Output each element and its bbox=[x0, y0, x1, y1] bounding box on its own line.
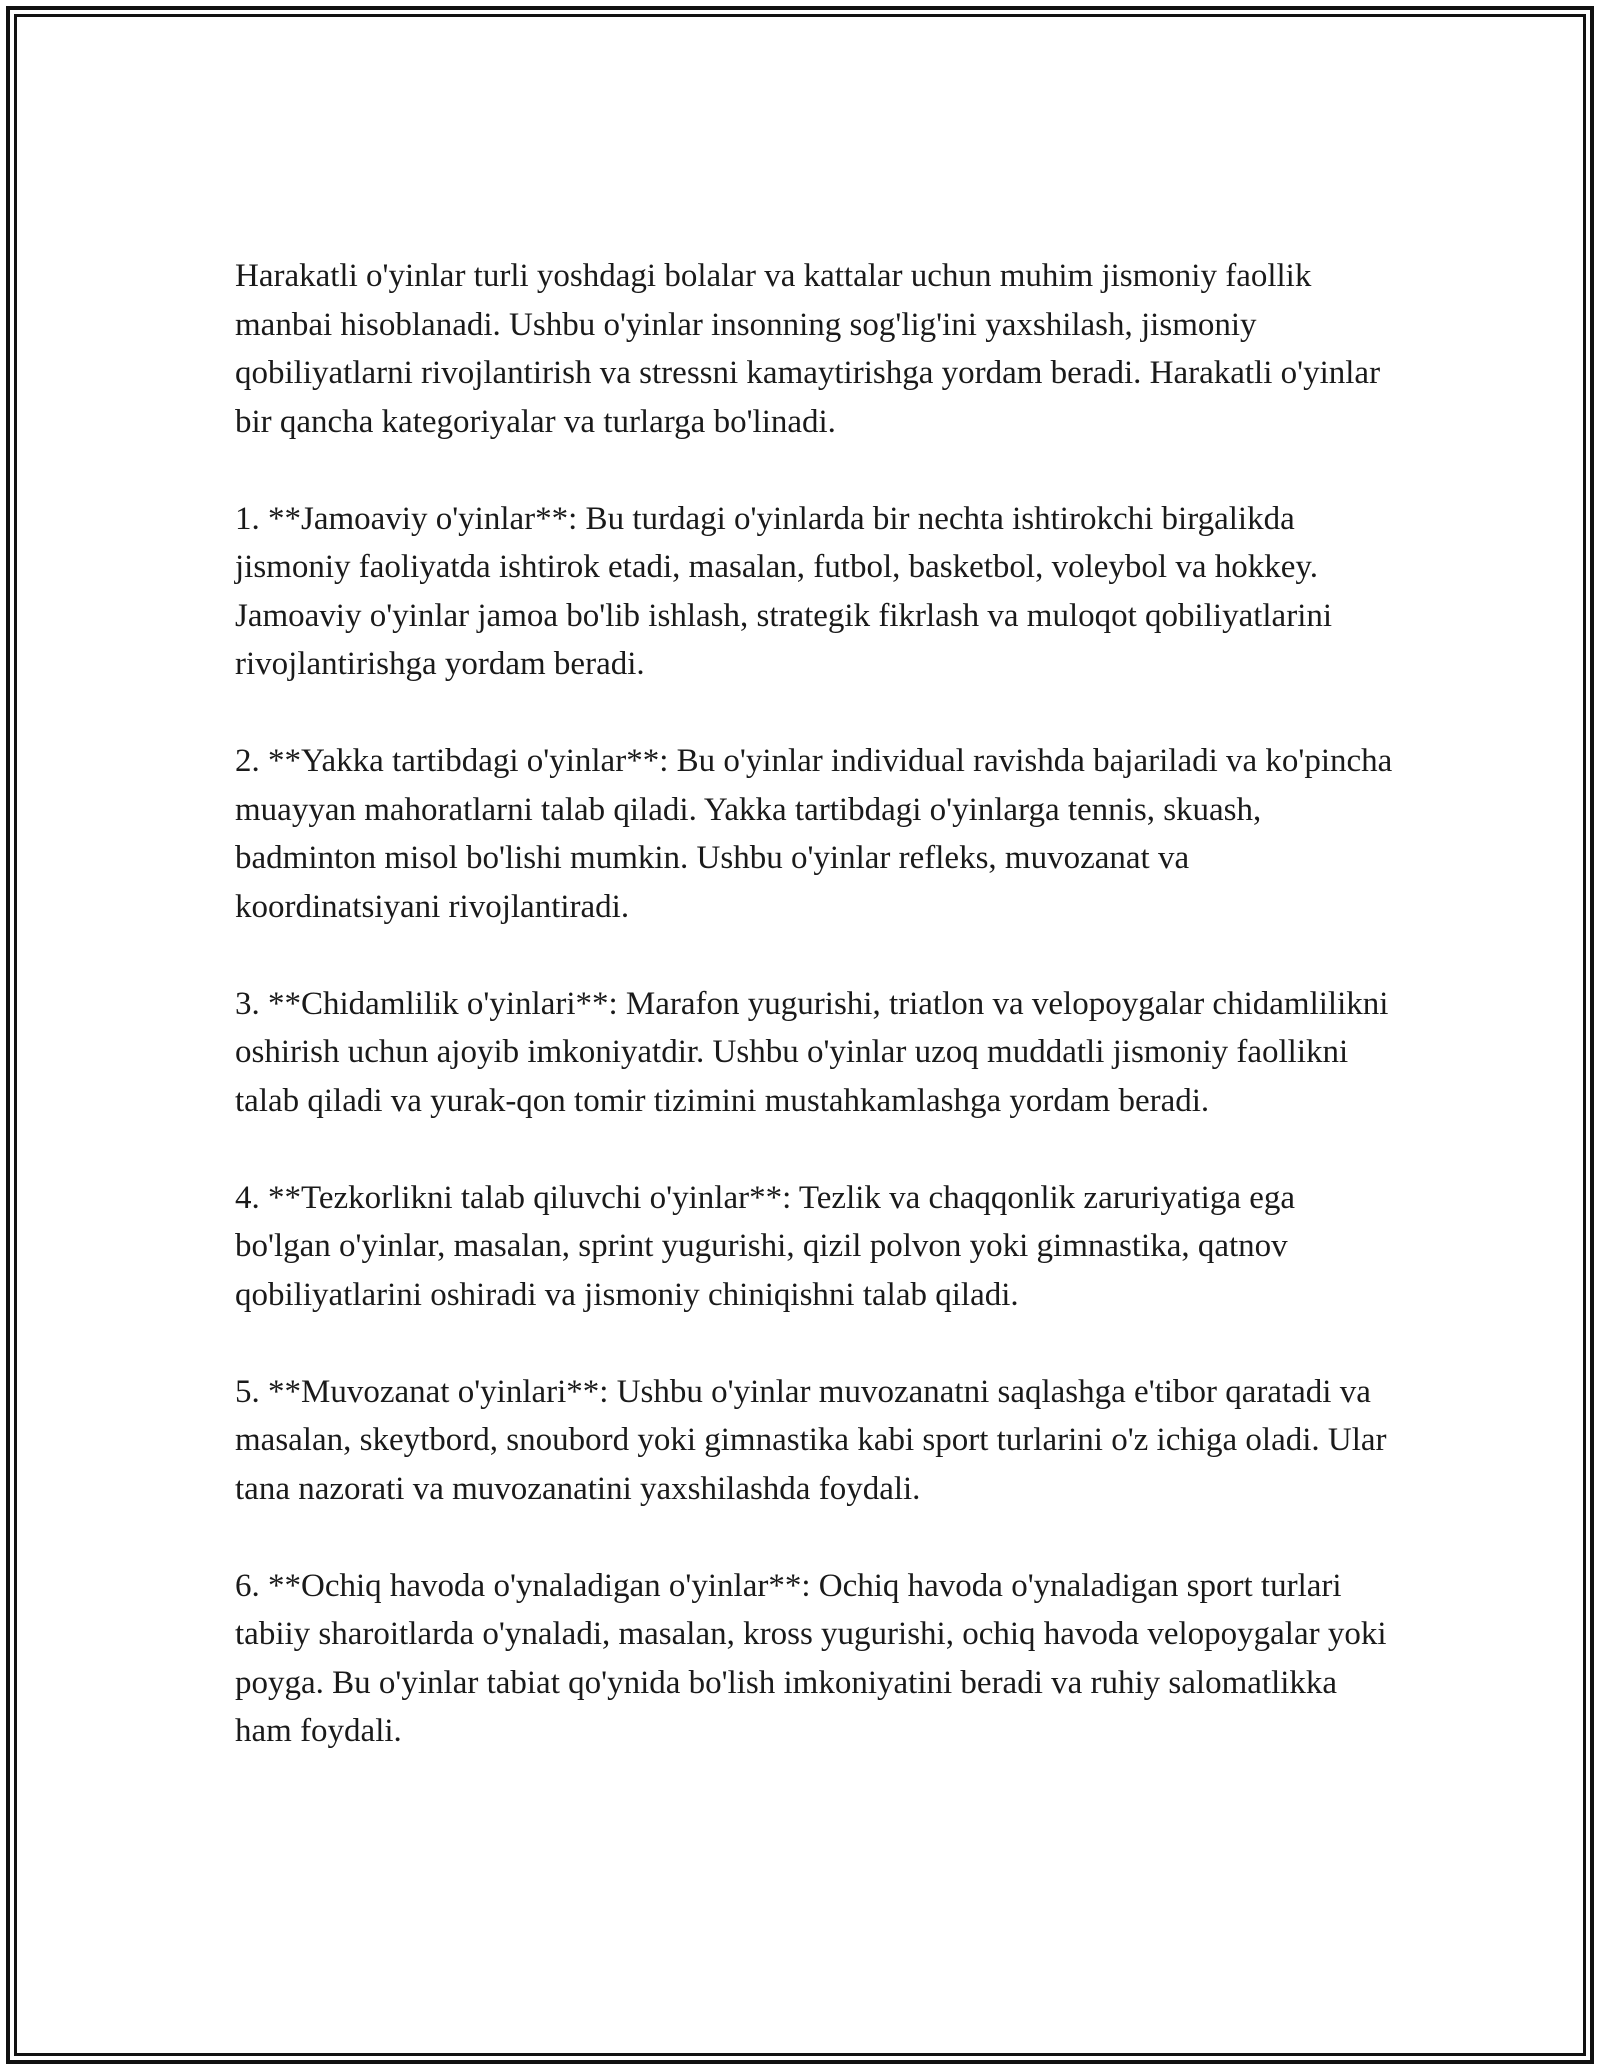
list-item-outdoor-games: 6. **Ochiq havoda o'ynaladigan o'yinlar**: Ochiq havoda o'ynaladigan sport turlari tabiiy sharoitlarda o'ynaladi, masalan, kross yugurishi, ochiq havoda velopoygalar yoki poyga. Bu o'yinlar tabiat qo'ynida bo'lish imkoniyatini beradi va ruhiy salomatlikka ham foydali. bbox=[235, 1567, 1387, 1749]
list-item-endurance-games: 3. **Chidamlilik o'yinlari**: Marafon yugurishi, triatlon va velopoygalar chidamlilikni oshirish uchun ajoyib imkoniyatdir. Ushbu o'yinlar uzoq muddatli jismoniy faollikni talab qiladi va yurak-qon tomir tizimini mustahkamlashga yordam beradi. bbox=[235, 985, 1389, 1119]
list-item-balance-games: 5. **Muvozanat o'yinlari**: Ushbu o'yinlar muvozanatni saqlashga e'tibor qaratadi va masalan, skeytbord, snoubord yoki gimnastika kabi sport turlarini o'z ichiga oladi. Ular tana nazorati va muvozanatini yaxshilashda foydali. bbox=[235, 1373, 1387, 1507]
list-item-team-games: 1. **Jamoaviy o'yinlar**: Bu turdagi o'yinlarda bir nechta ishtirokchi birgalikda jismoniy faoliyatda ishtirok etadi, masalan, futbol, basketbol, voleybol va hokkey. Jamoaviy o'yinlar jamoa bo'lib ishlash, strategik fikrlash va muloqot qobiliyatlarini rivojlantirishga yordam beradi. bbox=[235, 500, 1333, 682]
list-item-speed-games: 4. **Tezkorlikni talab qiluvchi o'yinlar**: Tezlik va chaqqonlik zaruriyatiga ega bo'lgan o'yinlar, masalan, sprint yugurishi, qizil polvon yoki gimnastika, qatnov qobiliyatlarini oshiradi va jismoniy chiniqishni talab qiladi. bbox=[235, 1179, 1296, 1313]
intro-paragraph: Harakatli o'yinlar turli yoshdagi bolalar va kattalar uchun muhim jismoniy faollik manbai hisoblanadi. Ushbu o'yinlar insonning sog'lig'ini yaxshilash, jismoniy qobiliyatlarni rivojlantirish va stressni kamaytirishga yordam beradi. Harakatli o'yinlar bir qancha kategoriyalar va turlarga bo'linadi. bbox=[235, 258, 1381, 440]
list-item-individual-games: 2. **Yakka tartibdagi o'yinlar**: Bu o'yinlar individual ravishda bajariladi va ko'pincha muayyan mahoratlarni talab qiladi. Yakka tartibdagi o'yinlarga tennis, skuash, badminton misol bo'lishi mumkin. Ushbu o'yinlar refleks, muvozanat va koordinatsiyani rivojlantiradi. bbox=[235, 743, 1393, 925]
document-body bbox=[235, 252, 1395, 1756]
